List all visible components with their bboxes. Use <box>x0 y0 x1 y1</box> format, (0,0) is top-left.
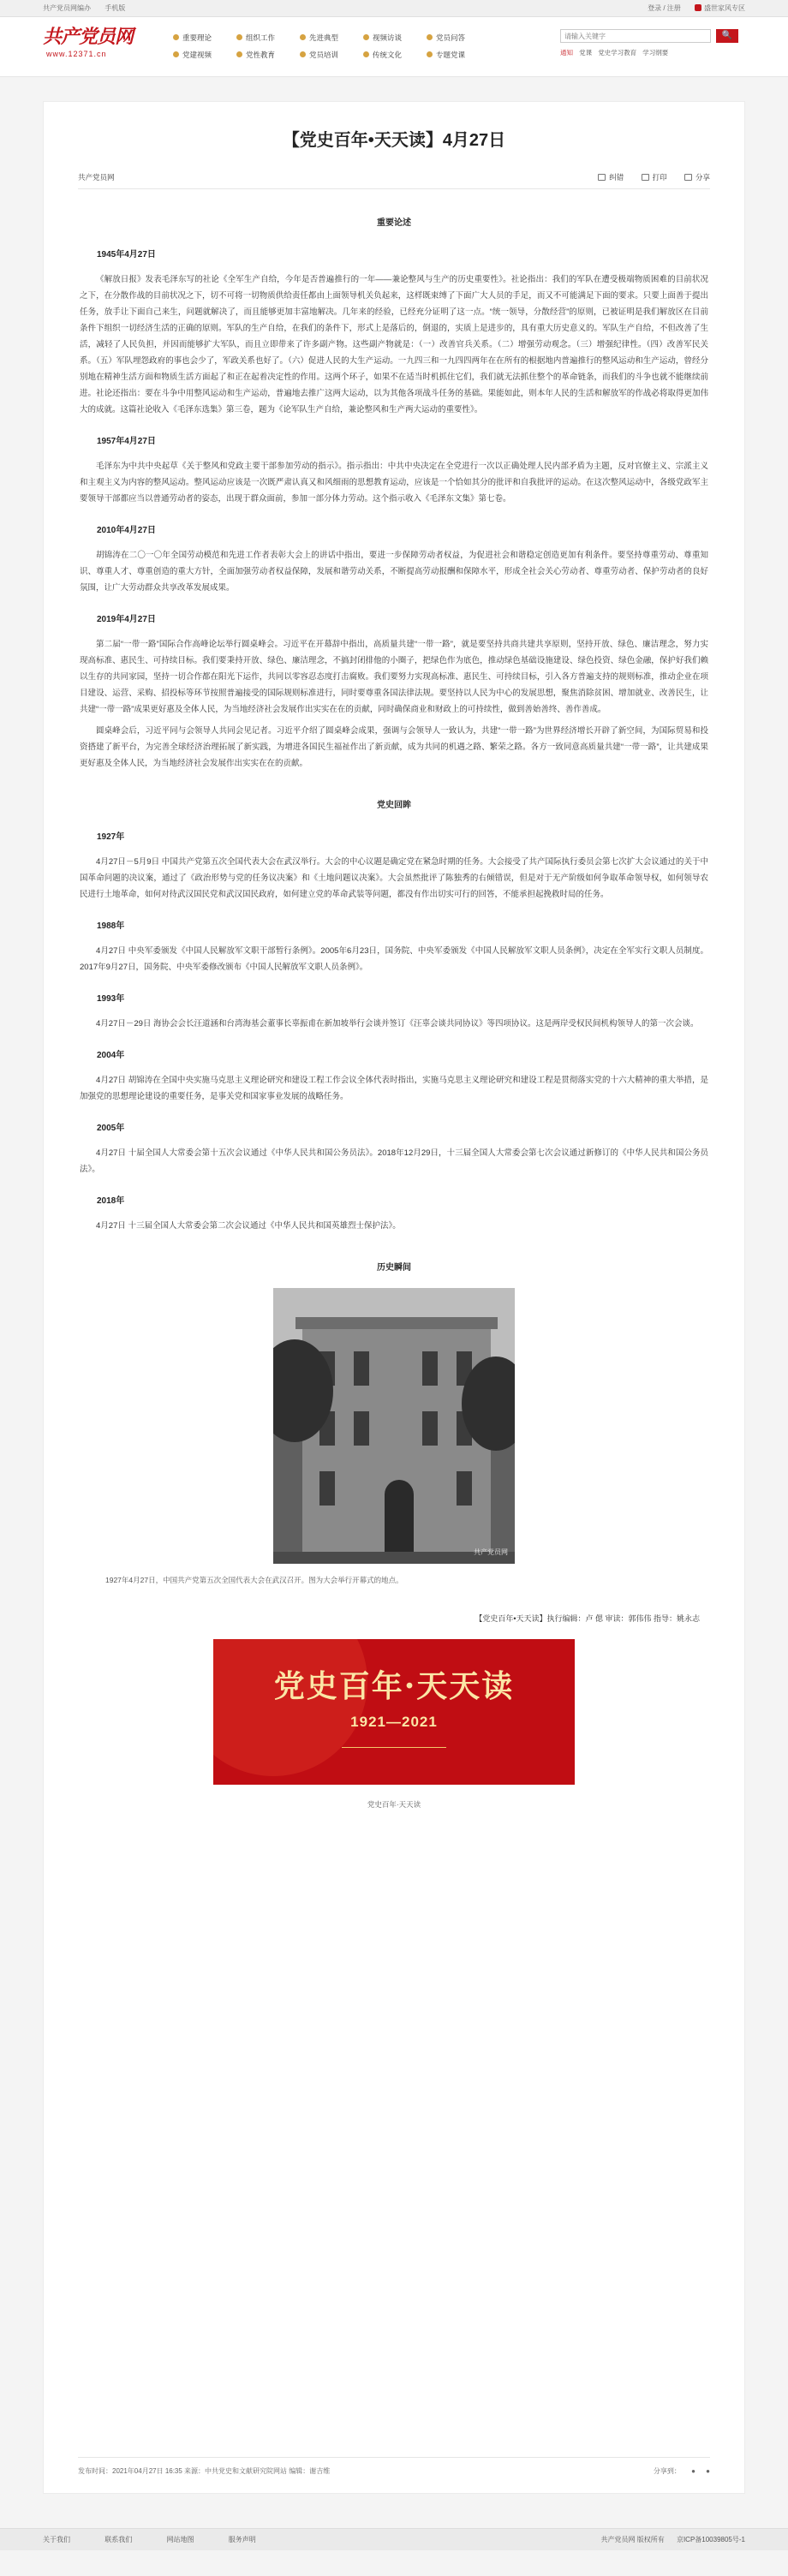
editor-credits: 【党史百年•天天读】执行编辑：卢 偲 审读：郭伟伟 指导：姚永志 <box>475 1614 700 1623</box>
date-heading: 1993年 <box>97 994 125 1004</box>
nav-item-training[interactable]: 党员培训 <box>300 46 363 63</box>
print-icon <box>642 174 649 181</box>
footer-link-terms[interactable]: 服务声明 <box>228 2536 256 2543</box>
series-banner <box>213 1639 575 1785</box>
paragraph: 《解放日报》发表毛泽东写的社论《全军生产自给，今年是否普遍推行的一年——兼论整风与生产的历史重要性》。社论指出：我们的军队在遭受极端物质困难的目前状况之下，在分散作战的目前状况之下，切不可将一切物质供给责任都由上面领导机关负起来，这样既束缚了下面广大人员的手足，而又不可能满足下面的要求。只要上面善于提出任务，放手让下面自己来生，问题就解决了，而且能够更加丰富地解决。几年来的经验，已经充分证明了这一点。“统一领导，分散经营”的原则，已被证明是我们解放区在目前条件下组织一切经济生活的正确的原则。军队的生产自给，在我们的条件下，形式上是落后的，倒退的，实质上是进步的，具有重大历史意义的。军队生产自给，不但改善了生活，减轻了人民负担，并因而能够扩大军队，而且立即带来了许多副产物。这些副产物就是：（一）改善官兵关系。（二）增强劳动观念。（三）增强纪律性。（四）改善军民关系。（五）军队埋怨政府的事也会少了，军政关系也好了。（六）促进人民的大生产运动。一九四三和一九四四两年在在所有的根据地内普遍推行的整风运动和生产运动，曾经分别地在精神生活方面和物质生活方面起了和正在起着决定性的作用。这两个环子，如果不在适当时机抓住它们，我们就无法抓住整个的革命链条，而我们的斗争也就不能继续前进。社论还指出：要在斗争中用整风运动和生产运动，普遍地去推广这两大运动，以为其他各项战斗任务的基础。果能如此，则本年人民的生活和解放军的作战必将取得更加伟大的成就。这篇社论收入《毛泽东选集》第三卷，题为《论军队生产自给，兼论整风和生产两大运动的重要性》。 <box>80 275 708 414</box>
copyright: 共产党员网 版权所有 <box>600 2536 665 2543</box>
paragraph: 4月27日 胡锦涛在全国中央实施马克思主义理论研究和建设工程工作会议全体代表时指出，实施马克思主义理论研究和建设工程是贯彻落实党的十六大精神的重大举措，是加强党的思想理论建设的重要任务，是事关党和国家事业发展的战略任务。 <box>80 1076 708 1101</box>
nav-item-lessons[interactable]: 专题党课 <box>427 46 490 63</box>
search-area <box>560 29 745 57</box>
share-weibo-icon[interactable]: ● <box>706 2467 710 2475</box>
historic-photo <box>273 1288 515 1564</box>
section-title-history: 党史回眸 <box>377 801 411 810</box>
nav-item-organization[interactable]: 组织工作 <box>236 29 300 46</box>
nav-item-theory[interactable]: 重要理论 <box>173 29 236 46</box>
nav-item-videos[interactable]: 党建视频 <box>173 46 236 63</box>
date-heading: 2018年 <box>97 1196 125 1206</box>
site-logo[interactable] <box>43 24 152 65</box>
date-heading: 1945年4月27日 <box>97 250 156 259</box>
nav-item-models[interactable]: 先进典型 <box>300 29 363 46</box>
nav-bullet-icon <box>363 34 369 40</box>
date-heading: 1988年 <box>97 921 125 931</box>
family-zone-label: 盛世家风专区 <box>704 4 745 12</box>
search-button[interactable]: 🔍 <box>716 29 738 43</box>
date-heading: 2010年4月27日 <box>97 526 156 535</box>
article-source: 共产党员网 <box>78 173 115 182</box>
article-footer <box>78 2457 710 2481</box>
icp-number[interactable]: 京ICP备10039805号-1 <box>676 2536 745 2543</box>
article-body <box>78 215 710 1813</box>
paragraph: 毛泽东为中共中央起草《关于整风和党政主要干部参加劳动的指示》。指示指出：中共中央决定在全党进行一次以正确处理人民内部矛盾为主题，反对官僚主义、宗派主义和主观主义为内容的整风运动。整风运动应该是一次既严肃认真又和风细雨的思想教育运动，应该是一个恰如其分的批评和自我批评的运动。在这次整风运动中，各级党政军主要领导干部都应当以普通劳动者的姿态，出现于群众面前，参加一部分体力劳动。这个指示收入《毛泽东文集》第七卷。 <box>80 462 708 504</box>
nav-bullet-icon <box>427 34 433 40</box>
share-icon <box>684 174 692 181</box>
logo-url: www.12371.cn <box>46 50 107 58</box>
share-button[interactable]: 分享 <box>684 173 710 182</box>
paragraph: 4月27日 中央军委颁发《中国人民解放军文职干部暂行条例》。2005年6月23日，国务院、中央军委颁发《中国人民解放军文职人员条例》，决定在全军实行文职人员制度。2017年9月27日，国务院、中央军委修改颁布《中国人民解放军文职人员条例》。 <box>80 946 708 972</box>
article-tools <box>582 165 710 189</box>
site-header <box>0 17 788 77</box>
article-title: 【党史百年•天天读】4月27日 <box>282 131 506 150</box>
share-label: 分享到： <box>653 2467 681 2475</box>
login-register-link[interactable]: 登录 / 注册 <box>648 4 681 12</box>
topbar-link-editorial[interactable]: 共产党员网编办 <box>43 4 91 12</box>
photo-caption: 1927年4月27日，中国共产党第五次全国代表大会在武汉召开。图为大会举行开幕式的地点。 <box>105 1576 403 1584</box>
paragraph: 圆桌峰会后，习近平同与会领导人共同会见记者。习近平介绍了圆桌峰会成果，强调与会领导人一致认为，共建“一带一路”为世界经济增长开辟了新空间，为国际贸易和投资搭建了新平台，为完善全球经济治理拓展了新实践，为增进各国民生福祉作出了新贡献，成为共同的机遇之路、繁荣之路。各方一致同意高质量共建“一带一路”，让共建成果更好惠及全体人民，为当地经济社会发展作出实实在在的贡献。 <box>80 726 708 768</box>
nav-bullet-icon <box>363 51 369 57</box>
search-input[interactable] <box>560 29 711 43</box>
nav-item-qa[interactable]: 党员问答 <box>427 29 490 46</box>
date-heading: 2019年4月27日 <box>97 615 156 624</box>
family-zone-link[interactable] <box>695 4 745 12</box>
paragraph: 4月27日 十届全国人大常委会第十五次会议通过《中华人民共和国公务员法》。2018年12月29日，十三届全国人大常委会第七次会议通过新修订的《中华人民共和国公务员法》。 <box>80 1148 708 1174</box>
paragraph: 4月27日 十三届全国人大常委会第二次会议通过《中华人民共和国英雄烈士保护法》。 <box>96 1221 401 1231</box>
footer-link-sitemap[interactable]: 网站地图 <box>166 2536 194 2543</box>
photo-watermark: 共产党员网 <box>474 1548 508 1556</box>
date-heading: 1927年 <box>97 832 125 842</box>
nav-bullet-icon <box>236 34 242 40</box>
share-wechat-icon[interactable]: ● <box>691 2467 695 2475</box>
hot-word[interactable]: 党史学习教育 <box>598 49 637 57</box>
report-error-button[interactable]: 纠错 <box>598 173 624 182</box>
site-footer <box>0 2528 788 2550</box>
banner-years: 1921—2021 <box>350 1714 438 1730</box>
share-bar <box>645 2466 710 2476</box>
nav-bullet-icon <box>427 51 433 57</box>
paragraph: 4月27日－5月9日 中国共产党第五次全国代表大会在武汉举行。大会的中心议题是确定党在紧急时期的任务。大会接受了共产国际执行委员会第七次扩大会议通过的关于中国革命问题的决议案，通过了《政治形势与党的任务议决案》和《土地问题议决案》。大会虽然批评了陈独秀的右倾错误，但是对于无产阶级如何争取革命领导权，如何领导农民进行土地革命，如何对待武汉国民党和武汉国民政府，如何建立党的革命武装等问题，都没有作出切实可行的回答，不能承担起挽救时局的任务。 <box>80 857 708 899</box>
history-section <box>80 829 708 1234</box>
print-button[interactable]: 打印 <box>642 173 667 182</box>
nav-bullet-icon <box>173 51 179 57</box>
section-title-photos: 历史瞬间 <box>377 1263 411 1273</box>
footer-link-contact[interactable]: 联系我们 <box>104 2536 133 2543</box>
publish-info: 发布时间：2021年04月27日 16:35 来源：中共党史和文献研究院网站 编辑：谢吉维 <box>78 2467 331 2475</box>
home-icon <box>695 4 701 11</box>
hot-words <box>560 48 745 57</box>
edit-icon <box>598 174 606 181</box>
date-heading: 2004年 <box>97 1051 125 1060</box>
hot-word[interactable]: 通知 <box>560 49 573 57</box>
hot-word[interactable]: 学习纲要 <box>642 49 669 57</box>
banner-caption: 党史百年·天天读 <box>367 1800 421 1809</box>
paragraph: 4月27日－29日 海协会会长汪道涵和台湾海基会董事长辜振甫在新加坡举行会谈并签订《汪辜会谈共同协议》等四项协议。这是两岸受权民间机构领导人的第一次会谈。 <box>96 1019 699 1029</box>
logo-text: 共产党员网 <box>43 26 134 48</box>
article-container <box>43 101 745 2494</box>
nav-item-education[interactable]: 党性教育 <box>236 46 300 63</box>
nav-bullet-icon <box>236 51 242 57</box>
banner-title: 党史百年·天天读 <box>273 1668 515 1704</box>
nav-bullet-icon <box>173 34 179 40</box>
hot-word[interactable]: 党课 <box>579 49 593 57</box>
article-meta <box>78 165 710 189</box>
topbar-link-mobile[interactable]: 手机版 <box>104 4 126 12</box>
nav-bullet-icon <box>300 34 306 40</box>
paragraph: 胡锦涛在二〇一〇年全国劳动模范和先进工作者表彰大会上的讲话中指出，要进一步保障劳动者权益，为促进社会和谐稳定创造更加有利条件。要坚持尊重劳动、尊重知识、尊重人才、尊重创造的重大方针，全面加强劳动者权益保障，发展和谐劳动关系，不断提高劳动报酬和保障水平，形成全社会关心劳动者、尊重劳动者、保护劳动者的良好氛围，让广大劳动群众共享改革发展成果。 <box>80 551 708 593</box>
date-heading: 2005年 <box>97 1124 125 1133</box>
nav-item-culture[interactable]: 传统文化 <box>363 46 427 63</box>
paragraph: 第二届“一带一路”国际合作高峰论坛举行圆桌峰会。习近平在开幕辞中指出，高质量共建“一带一路”，就是要坚持共商共建共享原则，坚持开放、绿色、廉洁理念，努力实现高标准、惠民生、可持续目标。我们要秉持开放、绿色、廉洁理念，不搞封闭排他的小圈子，把绿色作为底色，推动绿色基础设施建设、绿色投资、绿色金融，保护好我们赖以生存的共同家园，坚持一切合作都在阳光下运作，共同以零容忍态度打击腐败。我们要努力实现高标准、惠民生、可持续目标，引入各方普遍支持的规则标准，推动企业在项目建设、运营、采购、招投标等环节按照普遍接受的国际规则标准进行，同时要尊重各国法律法规。要坚持以人民为中心的发展思想，聚焦消除贫困、增加就业、改善民生，让共建“一带一路”成果更好惠及全体人民，为当地经济社会发展作出实实在在的贡献，同时确保商业和财政上的可持续性，做到善始善终、善作善成。 <box>80 640 708 714</box>
top-bar <box>0 0 788 17</box>
date-heading: 1957年4月27日 <box>97 437 156 446</box>
section-title-theory: 重要论述 <box>377 218 411 228</box>
main-nav <box>173 29 550 63</box>
nav-bullet-icon <box>300 51 306 57</box>
theory-section <box>80 247 708 772</box>
footer-link-about[interactable]: 关于我们 <box>43 2536 70 2543</box>
nav-item-interviews[interactable]: 视频访谈 <box>363 29 427 46</box>
